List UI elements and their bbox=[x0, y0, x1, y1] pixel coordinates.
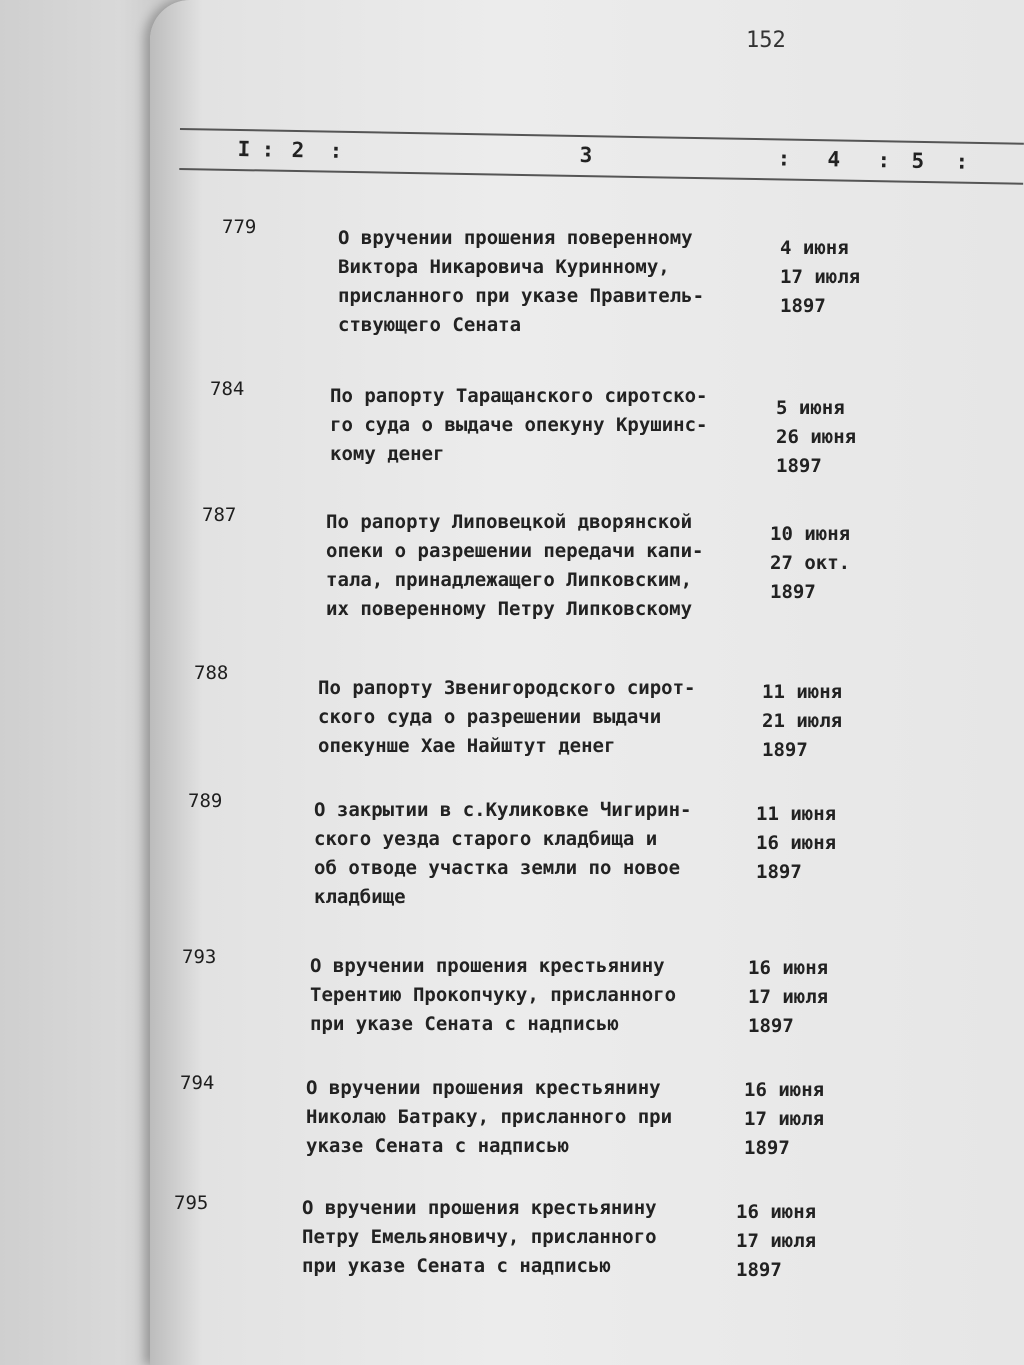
entry-dates bbox=[748, 954, 868, 1041]
column-separator: : bbox=[955, 149, 969, 174]
entry-dates bbox=[736, 1198, 856, 1285]
entry-dates bbox=[744, 1076, 864, 1163]
column-marker-3: 3 bbox=[579, 142, 593, 168]
date-year: 1897 bbox=[748, 1015, 794, 1037]
date-start: 16 июня bbox=[744, 1079, 825, 1101]
entry-text: О вручении прошения крестьянину Николаю Батраку, присланного при указе Сената с надписью bbox=[306, 1077, 673, 1157]
entry-dates bbox=[762, 678, 882, 765]
date-start: 10 июня bbox=[770, 523, 851, 545]
entry-number: 787 bbox=[202, 504, 237, 526]
entry-text: О вручении прошения крестьянину Петру Емельяновичу, присланного при указе Сената с надписью bbox=[302, 1197, 657, 1277]
date-year: 1897 bbox=[776, 455, 822, 477]
entry-text: О вручении прошения крестьянину Терентию Прокопчуку, присланного при указе Сената с надписью bbox=[310, 955, 677, 1035]
date-end: 17 июля bbox=[744, 1108, 825, 1130]
date-start: 11 июня bbox=[762, 681, 843, 703]
header-rule-bottom bbox=[179, 168, 1023, 185]
date-start: 11 июня bbox=[756, 803, 837, 825]
column-separator: : bbox=[777, 146, 791, 171]
entry-dates bbox=[756, 800, 876, 887]
entry-dates bbox=[776, 394, 896, 481]
entry-text: По рапорту Таращанского сиротско- го суда о выдаче опекуну Крушинс- кому денег bbox=[330, 385, 708, 465]
entry-dates bbox=[770, 520, 890, 607]
date-start: 5 июня bbox=[776, 397, 845, 419]
header-rule-top bbox=[180, 128, 1024, 145]
date-start: 16 июня bbox=[748, 957, 829, 979]
date-end: 17 июля bbox=[736, 1230, 817, 1252]
entry-dates bbox=[780, 234, 900, 321]
date-end: 16 июня bbox=[756, 832, 837, 854]
date-end: 26 июня bbox=[776, 426, 857, 448]
entry-number: 784 bbox=[210, 378, 245, 400]
entry-text: По рапорту Звенигородского сирот- ского суда о разрешении выдачи опекунше Хае Найштут денег bbox=[318, 677, 696, 757]
date-year: 1897 bbox=[744, 1137, 790, 1159]
date-start: 4 июня bbox=[780, 237, 849, 259]
column-separator: : bbox=[261, 137, 275, 162]
entry-text: О закрытии в с.Куликовке Чигирин- ского уезда старого кладбища и об отводе участка земли по новое кладбище bbox=[314, 799, 692, 908]
date-end: 17 июля bbox=[748, 986, 829, 1008]
date-end: 27 окт. bbox=[770, 552, 851, 574]
entry-text: О вручении прошения поверенному Виктора Никаровича Куринному, присланного при указе Правитель- ствующего Сената bbox=[338, 227, 705, 336]
entry-text: По рапорту Липовецкой дворянской опеки о разрешении передачи капи- тала, принадлежащего Липковским, их поверенному Петру Липковскому bbox=[326, 511, 704, 620]
entry-number: 789 bbox=[188, 790, 223, 812]
page-number: 152 bbox=[746, 28, 786, 53]
column-separator: : bbox=[329, 138, 343, 163]
date-year: 1897 bbox=[756, 861, 802, 883]
date-end: 21 июля bbox=[762, 710, 843, 732]
entry-number: 795 bbox=[174, 1192, 209, 1214]
date-year: 1897 bbox=[770, 581, 816, 603]
column-header-row bbox=[179, 128, 1024, 187]
date-year: 1897 bbox=[736, 1259, 782, 1281]
entry-number: 788 bbox=[194, 662, 229, 684]
column-marker-5: 5 bbox=[911, 148, 925, 173]
column-marker-2: 2 bbox=[291, 137, 305, 163]
entry-number: 793 bbox=[182, 946, 217, 968]
column-separator: : bbox=[877, 148, 891, 173]
entry-number: 794 bbox=[180, 1072, 215, 1094]
date-year: 1897 bbox=[780, 295, 826, 317]
document-page bbox=[150, 0, 1024, 1365]
date-start: 16 июня bbox=[736, 1201, 817, 1223]
column-marker-1: I bbox=[237, 137, 251, 162]
column-marker-4: 4 bbox=[827, 147, 841, 172]
date-year: 1897 bbox=[762, 739, 808, 761]
entry-number: 779 bbox=[222, 216, 257, 238]
date-end: 17 июля bbox=[780, 266, 861, 288]
